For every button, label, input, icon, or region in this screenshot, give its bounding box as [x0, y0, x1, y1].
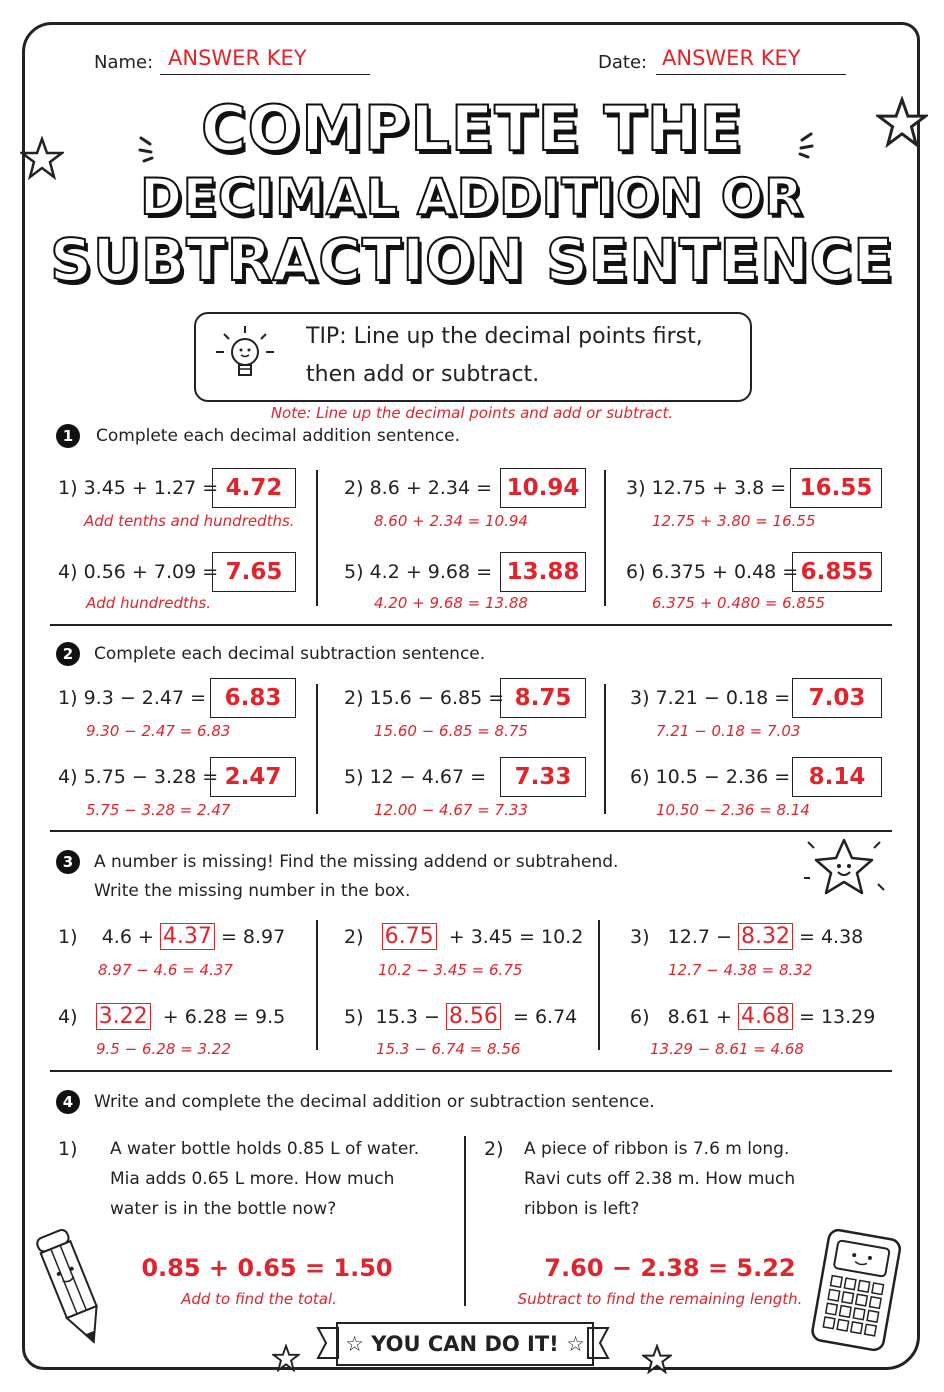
s4-p2-number: 2) [484, 1138, 504, 1160]
divider [316, 470, 318, 606]
divider [316, 920, 318, 1050]
s1-q5-expr: 5) 4.2 + 9.68 = [344, 561, 493, 583]
s2-q4-hint: 5.75 − 3.28 = 2.47 [86, 801, 231, 819]
s3-q4-hint: 9.5 − 6.28 = 3.22 [96, 1040, 231, 1058]
s4-p1-answer: 0.85 + 0.65 = 1.50 [141, 1254, 393, 1282]
s1-q2-hint: 8.60 + 2.34 = 10.94 [374, 512, 528, 530]
s3-q5-hint: 15.3 − 6.74 = 8.56 [376, 1040, 521, 1058]
s2-q2-expr: 2) 15.6 − 6.85 = [344, 687, 505, 709]
s1-q3-expr: 3) 12.75 + 3.8 = [626, 477, 787, 499]
s1-q1-expr: 1) 3.45 + 1.27 = [58, 477, 219, 499]
banner-text: YOU CAN DO IT! [371, 1332, 559, 1356]
title-line-2: DECIMAL ADDITION OR [140, 168, 804, 226]
s1-q2-expr: 2) 8.6 + 2.34 = [344, 477, 493, 499]
s4-p2-answer: 7.60 − 2.38 = 5.22 [544, 1254, 796, 1282]
answer-box: 8.75 [500, 678, 586, 718]
divider [604, 684, 606, 814]
pencil-icon [34, 1222, 110, 1354]
name-value: ANSWER KEY [168, 46, 307, 70]
missing-number-box: 4.68 [738, 1003, 793, 1030]
section-3-heading-1: A number is missing! Find the missing addend or subtrahend. [94, 852, 619, 872]
s2-q1-hint: 9.30 − 2.47 = 6.83 [86, 722, 231, 740]
s3-q2-hint: 10.2 − 3.45 = 6.75 [378, 961, 523, 979]
divider [598, 920, 600, 1050]
lightbulb-icon [210, 322, 280, 388]
s1-q4-expr: 4) 0.56 + 7.09 = [58, 561, 219, 583]
divider [464, 1136, 466, 1306]
divider [316, 684, 318, 814]
missing-number-box: 4.37 [160, 923, 215, 950]
s3-q3: 3) 12.7 − 8.32 = 4.38 [630, 924, 864, 949]
date-underline [656, 72, 846, 75]
s1-q4-hint: Add hundredths. [86, 594, 212, 612]
answer-box: 6.855 [792, 552, 882, 592]
tip-text [306, 318, 736, 394]
s1-q5-hint: 4.20 + 9.68 = 13.88 [374, 594, 528, 612]
answer-box: 8.14 [792, 757, 882, 797]
section-2-number: 2 [56, 642, 80, 666]
s4-p2-hint: Subtract to find the remaining length. [517, 1290, 803, 1308]
s3-q5: 5) 15.3 − 8.56 = 6.74 [344, 1004, 578, 1029]
s3-q1: 1) 4.6 + 4.37 = 8.97 [58, 924, 286, 949]
encouragement-banner: ☆ YOU CAN DO IT! ☆ [336, 1322, 594, 1366]
s2-q1-expr: 1) 9.3 − 2.47 = [58, 687, 207, 709]
s2-q5-expr: 5) 12 − 4.67 = [344, 766, 487, 788]
section-4-number: 4 [56, 1090, 80, 1114]
s2-q6-expr: 6) 10.5 − 2.36 = [630, 766, 791, 788]
section-1-number: 1 [56, 424, 80, 448]
title-line-1: COMPLETE THE [201, 92, 743, 165]
s1-q6-hint: 6.375 + 0.480 = 6.855 [652, 594, 826, 612]
date-value: ANSWER KEY [662, 46, 801, 70]
answer-box: 10.94 [500, 468, 586, 508]
answer-box: 13.88 [500, 552, 586, 592]
s2-q5-hint: 12.00 − 4.67 = 7.33 [374, 801, 528, 819]
answer-box: 7.03 [792, 678, 882, 718]
section-4-heading: Write and complete the decimal addition or subtraction sentence. [94, 1092, 655, 1112]
date-label: Date: [598, 52, 648, 73]
s1-q3-hint: 12.75 + 3.80 = 16.55 [652, 512, 816, 530]
s2-q3-hint: 7.21 − 0.18 = 7.03 [656, 722, 801, 740]
s4-p1-hint: Add to find the total. [181, 1290, 337, 1308]
star-icon [272, 1344, 300, 1372]
tip-line-2: then add or subtract. [306, 362, 540, 387]
divider [604, 470, 606, 606]
s1-q1-hint: Add tenths and hundredths. [84, 512, 295, 530]
s4-p2-text: A piece of ribbon is 7.6 m long. Ravi cuts off 2.38 m. How much ribbon is left? [524, 1139, 796, 1219]
section-3-heading-2: Write the missing number in the box. [94, 881, 411, 901]
s3-q3-hint: 12.7 − 4.38 = 8.32 [668, 961, 813, 979]
section-divider [50, 1070, 892, 1072]
s4-p1-number: 1) [58, 1138, 78, 1160]
section-1-heading: Complete each decimal addition sentence. [96, 426, 461, 446]
s3-q6-hint: 13.29 − 8.61 = 4.68 [650, 1040, 804, 1058]
s2-q4-expr: 4) 5.75 − 3.28 = [58, 766, 219, 788]
s3-q6: 6) 8.61 + 4.68 = 13.29 [630, 1004, 876, 1029]
answer-box: 4.72 [212, 468, 296, 508]
s3-q1-hint: 8.97 − 4.6 = 4.37 [98, 961, 233, 979]
name-underline [160, 72, 370, 75]
star-icon [642, 1344, 672, 1374]
missing-number-box: 6.75 [382, 923, 437, 950]
s3-q2: 2) 6.75 + 3.45 = 10.2 [344, 924, 584, 949]
missing-number-box: 8.32 [738, 923, 793, 950]
missing-number-box: 8.56 [446, 1003, 501, 1030]
section-3-number: 3 [56, 850, 80, 874]
calculator-icon [806, 1226, 906, 1356]
s3-q4: 4) 3.22 + 6.28 = 9.5 [58, 1004, 286, 1029]
answer-box: 16.55 [790, 468, 882, 508]
s4-p1-text: A water bottle holds 0.85 L of water. Mia adds 0.65 L more. How much water is in the bottle now? [110, 1139, 420, 1219]
s2-q6-hint: 10.50 − 2.36 = 8.14 [656, 801, 810, 819]
answer-box: 2.47 [210, 757, 296, 797]
note-text: Note: Line up the decimal points and add or subtract. [270, 404, 674, 422]
name-label: Name: [94, 52, 154, 73]
section-2-heading: Complete each decimal subtraction sentence. [94, 644, 486, 664]
answer-box: 7.33 [500, 757, 586, 797]
s1-q6-expr: 6) 6.375 + 0.48 = [626, 561, 799, 583]
s2-q3-expr: 3) 7.21 − 0.18 = [630, 687, 791, 709]
smiling-star-icon [796, 834, 892, 904]
title-line-3: SUBTRACTION SENTENCE [50, 226, 894, 294]
tip-line-1: TIP: Line up the decimal points first, [306, 324, 703, 349]
section-divider [50, 830, 892, 832]
answer-box: 7.65 [212, 552, 296, 592]
missing-number-box: 3.22 [96, 1003, 151, 1030]
section-divider [50, 624, 892, 626]
s2-q2-hint: 15.60 − 6.85 = 8.75 [374, 722, 528, 740]
answer-box: 6.83 [210, 678, 296, 718]
